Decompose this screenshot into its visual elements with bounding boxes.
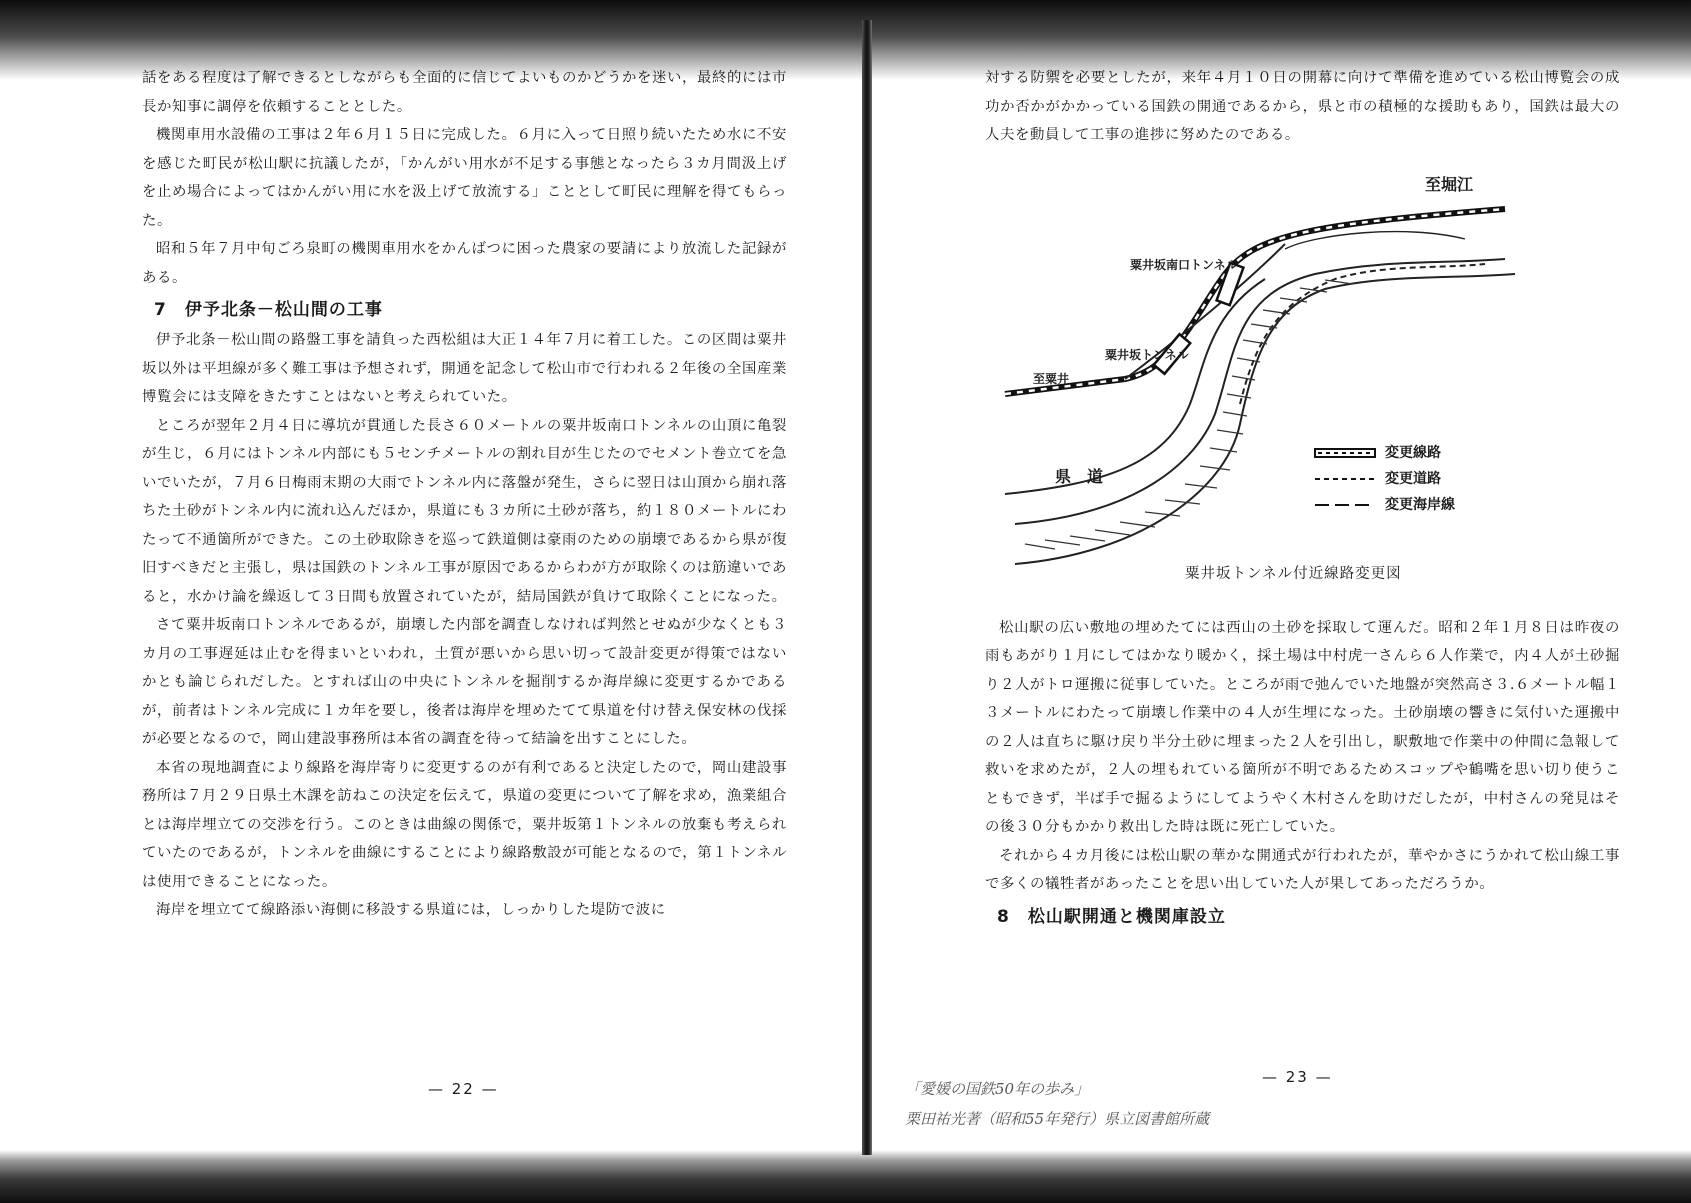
page-number: — 23 — [1262, 1068, 1333, 1086]
paragraph: 話をある程度は了解できるとしながらも全面的に信じてよいものかどうかを迷い，最終的には市長か知事に調停を依頼することとした。 [142, 70, 787, 115]
paragraph: 本省の現地調査により線路を海岸寄りに変更するのが有利であると決定したので，岡山建設事務所は７月２９日県土木課を訪ねこの決定を伝えて，県道の変更について了解を求め，漁業組合とは海岸埋立ての交渉を行う。このときは曲線の関係で，粟井坂第１トンネルの放棄も考えられていたのであるが，トンネルを曲線にすることにより線路敷設が可能となるので，第１トンネルは使用できることになった。 [142, 759, 787, 890]
legend-symbols [1315, 449, 1375, 505]
route-change-map [985, 164, 1605, 614]
changed-road [1240, 264, 1485, 404]
label-to-awai: 至粟井 [1033, 371, 1070, 386]
section-heading: 8 松山駅開通と機関庫設立 [997, 906, 1226, 927]
paragraph: 昭和５年７月中旬ごろ泉町の機関車用水をかんばつに困った農家の要請により放流した記録がある。 [142, 241, 787, 286]
right-page [985, 64, 1620, 933]
label-to-horie: 至堀江 [1425, 174, 1474, 194]
paragraph: それから４カ月後には松山駅の華かな開通式が行われたが，華やかさにうかれて松山線工事で多くの犠牲者があったことを思い出していた人が果してあっただろうか。 [985, 847, 1620, 892]
label-prefectural-road: 県 道 [1055, 466, 1104, 486]
paragraph: 伊予北条－松山間の路盤工事を請負った西松組は大正１４年７月に着工した。この区間は粟井坂以外は平坦線が多く難工事は予想されず，開通を記念して松山市で行われる２年後の全国産業博覧会には支障をきたすことはないと考えられていた。 [142, 332, 787, 405]
paragraph: さて粟井坂南口トンネルであるが，崩壊した内部を調査しなければ判然とせぬが少なくとも３カ月の工事遅延は止むを得まいといわれ，土質が悪いから思い切って設計変更が得策ではないかとも論じられだした。とすれば山の中央にトンネルを掘削するか海岸線に変更するかであるが，前者はトンネル完成に１カ年を要し，後者は海岸を埋めたてて県道を付け替え保安林の伐採が必要となるので，岡山建設事務所は本省の調査を待って結論を出すことにした。 [142, 617, 787, 747]
map-drawing [985, 164, 1605, 584]
label-tunnel-south: 粟井坂南口トンネル [1130, 257, 1238, 272]
paragraph: 松山駅の広い敷地の埋めたてには西山の土砂を採取して運んだ。昭和２年１月８日は昨夜の雨もあがり１月にしてはかなり暖かく，採土場は中村虎一さんら６人作業で，内４人が土砂掘り２人がトロ運搬に従事していた。ところが雨で弛んでいた地盤が突然高さ３.６メートル幅１３メートルにわたって崩壊し作業中の４人が生埋になった。土砂崩壊の響きに気付いた運搬中の２人は直ちに駆け戻り半分土砂に埋まった２人を引出し，駅敷地で作業中の仲間に急報して救いを求めたが，２人の埋もれている箇所が不明であるためスコップや鶴嘴を思い切り使うこともできず，半ば手で掘るようにしてようやく木村さんを助けだしたが，中村さんの発見はその後３０分もかかり救出した時は既に死亡していた。 [985, 619, 1620, 835]
paragraph: 対する防禦を必要としたが，来年４月１０日の開幕に向けて準備を進めている松山博覧会の成功か否かがかかっている国鉄の開通であるから，県と市の積極的な援助もあり，国鉄は最大の人夫を動員して工事の進捗に努めたのである。 [985, 70, 1620, 143]
scan-bottom-shadow [0, 1150, 1691, 1203]
handwritten-note-line1: 「愛媛の国鉄50年の歩み」 [905, 1080, 1090, 1098]
legend-item: 変更道路 [1385, 470, 1441, 487]
paragraph: 海岸を埋立てて線路添い海側に移設する県道には，しっかりした堤防で波に [156, 902, 666, 918]
book-spine [862, 20, 872, 1155]
label-tunnel-awai: 粟井坂トンネル [1105, 347, 1189, 362]
shore-hatch [1025, 280, 1353, 549]
section-heading: 7 伊予北条－松山間の工事 [154, 300, 383, 320]
page-number: — 22 — [428, 1080, 499, 1098]
coast-hatching [1285, 231, 1465, 248]
figure-caption: 粟井坂トンネル付近線路変更図 [1185, 565, 1402, 582]
legend-item: 変更海岸線 [1385, 496, 1455, 513]
legend-item: 変更線路 [1385, 444, 1441, 461]
coastline [1015, 274, 1515, 564]
handwritten-note-line2: 栗田祐光著（昭和55年発行）県立図書館所蔵 [905, 1110, 1210, 1128]
paragraph: ところが翌年２月４日に導坑が貫通した長さ６０メートルの粟井坂南口トンネルの山頂に亀裂が生じ，６月にはトンネル内部にも５センチメートルの割れ目が生じたのでセメント巻立てを急いでいたが，７月６日梅雨末期の大雨でトンネル内に落盤が発生，さらに翌日は山頂から崩れ落ちた土砂がトンネル内に流れ込んだほか，県道にも３カ所に土砂が落ち，約１８０メートルにわたって不通箇所ができた。この土砂取除きを巡って鉄道側は豪雨のための崩壊であるから県が復旧すべきだと主張し，県は国鉄のトンネル工事が原因であるからわが方が取除くのは筋違いであると，水かけ論を繰返して３日間も放置されていたが，結局国鉄が負けて取除くことになった。 [142, 417, 787, 605]
paragraph: 機関車用水設備の工事は２年６月１５日に完成した。６月に入って日照り続いたため水に不安を感じた町民が松山駅に抗議したが，「かんがい用水が不足する事態となったら３カ月間汲上げを止め場合によってはかんがい用に水を汲上げて放流する」こととして町民に理解を得てもらった。 [142, 127, 787, 229]
left-page [142, 64, 787, 925]
